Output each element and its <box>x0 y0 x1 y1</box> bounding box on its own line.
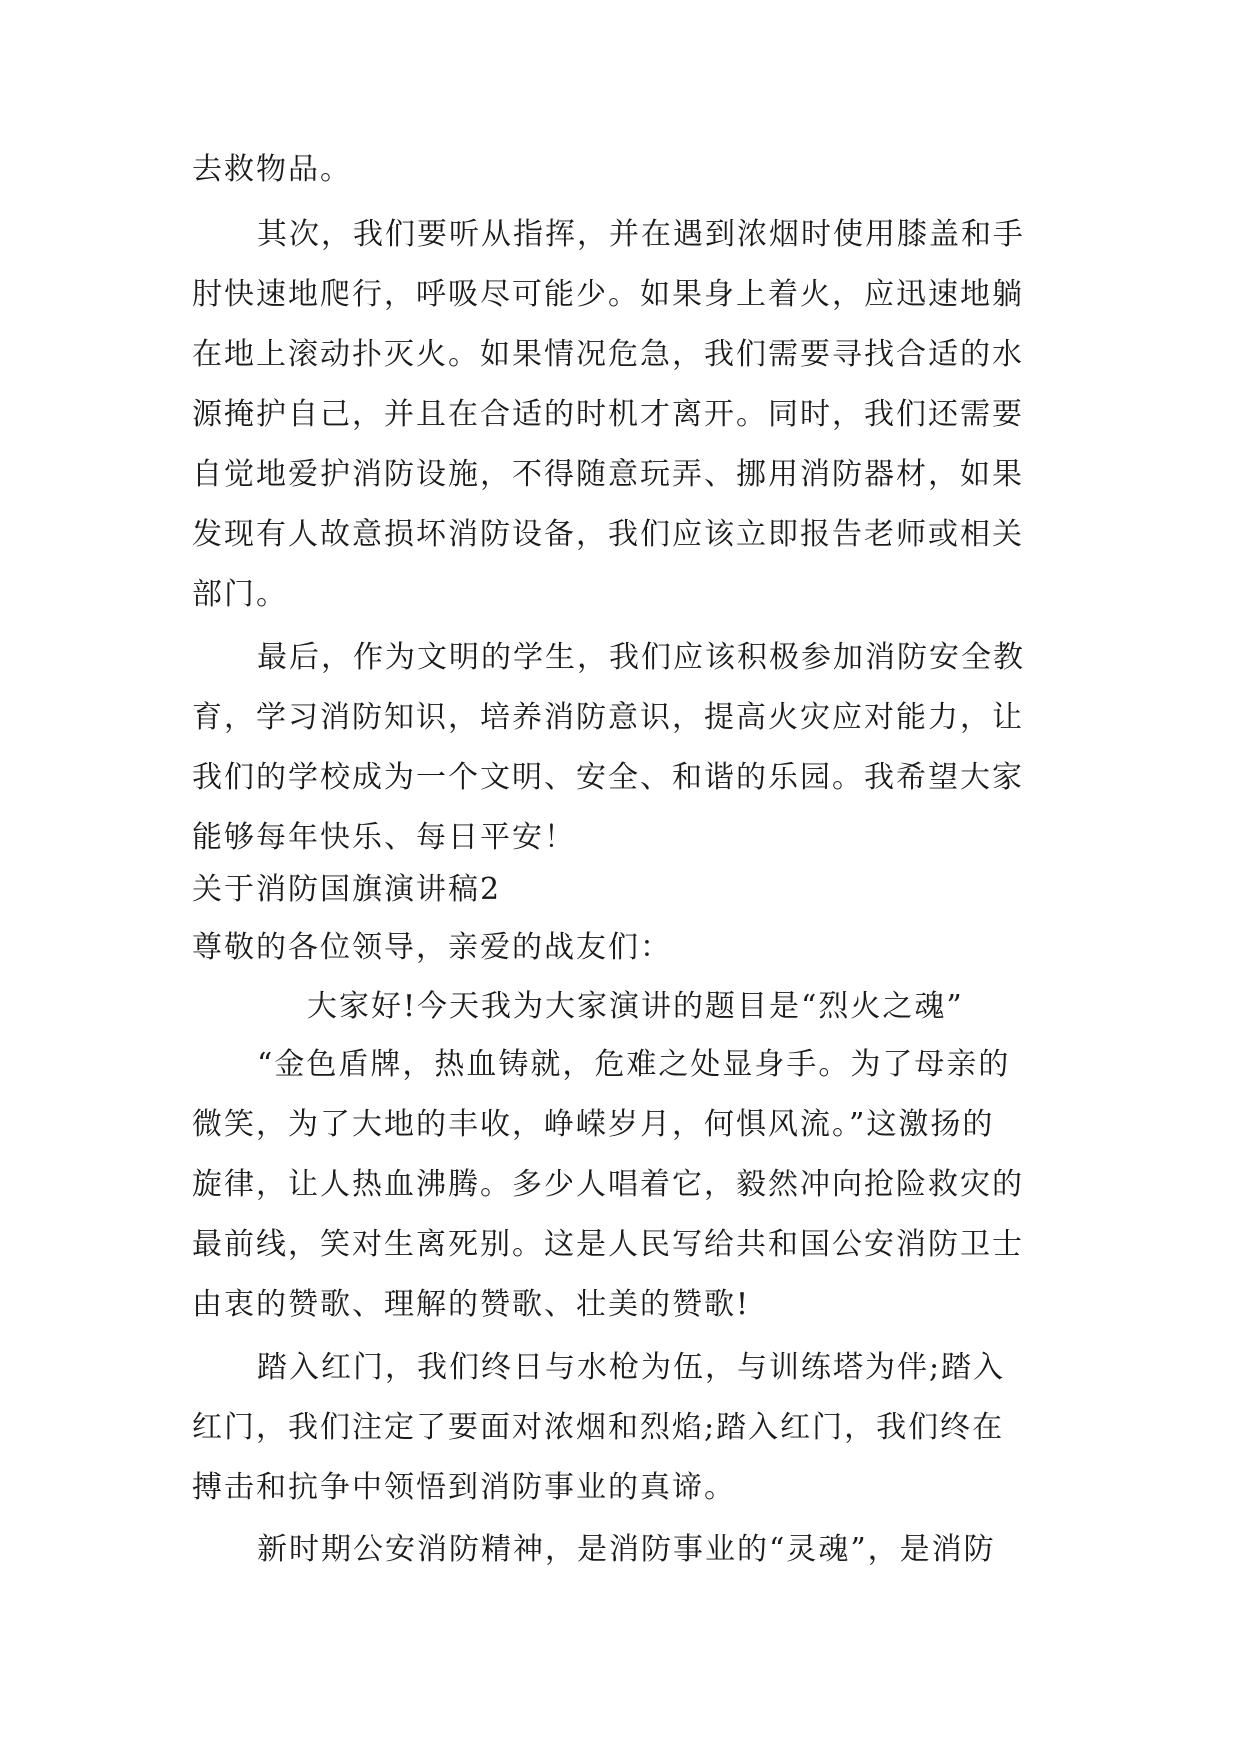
paragraph-line: 去救物品。 <box>192 152 352 187</box>
paragraph-line: 微笑，为了大地的丰收，峥嵘岁月，何惧风流。”这激扬的 <box>192 1107 995 1142</box>
paragraph-line: 部门。 <box>192 577 288 612</box>
paragraph-line: 源掩护自己，并且在合适的时机才离开。同时，我们还需要 <box>192 397 1024 432</box>
paragraph-line: 红门，我们注定了要面对浓烟和烈焰;踏入红门，我们终在 <box>192 1410 1005 1445</box>
section-title: 关于消防国旗演讲稿2 <box>192 872 502 907</box>
paragraph-line: 我们的学校成为一个文明、安全、和谐的乐园。我希望大家 <box>192 760 1024 795</box>
paragraph-line: 旋律，让人热血沸腾。多少人唱着它，毅然冲向抢险救灾的 <box>192 1167 1024 1202</box>
paragraph-line: 搏击和抗争中领悟到消防事业的真谛。 <box>192 1470 736 1505</box>
paragraph-line: 肘快速地爬行，呼吸尽可能少。如果身上着火，应迅速地躺 <box>192 277 1024 312</box>
salutation-line: 尊敬的各位领导，亲爱的战友们： <box>192 930 672 965</box>
paragraph-line: 最后，作为文明的学生，我们应该积极参加消防安全教 <box>257 640 1025 675</box>
paragraph-line: 自觉地爱护消防设施，不得随意玩弄、挪用消防器材，如果 <box>192 457 1024 492</box>
paragraph-line: 育，学习消防知识，培养消防意识，提高火灾应对能力，让 <box>192 700 1024 735</box>
greeting-line: 大家好!今天我为大家演讲的题目是“烈火之魂” <box>307 989 964 1024</box>
paragraph-line: 最前线，笑对生离死别。这是人民写给共和国公安消防卫士 <box>192 1227 1024 1262</box>
paragraph-line: 其次，我们要听从指挥，并在遇到浓烟时使用膝盖和手 <box>257 217 1025 252</box>
paragraph-line: 能够每年快乐、每日平安！ <box>192 820 576 855</box>
paragraph-line: 踏入红门，我们终日与水枪为伍，与训练塔为伴;踏入 <box>257 1350 1006 1385</box>
paragraph-line: 发现有人故意损坏消防设备，我们应该立即报告老师或相关 <box>192 517 1024 552</box>
paragraph-line: 新时期公安消防精神，是消防事业的“灵魂”，是消防 <box>257 1532 996 1567</box>
paragraph-line: “金色盾牌，热血铸就，危难之处显身手。为了母亲的 <box>257 1047 1011 1082</box>
paragraph-line: 在地上滚动扑灭火。如果情况危急，我们需要寻找合适的水 <box>192 337 1024 372</box>
paragraph-line: 由衷的赞歌、理解的赞歌、壮美的赞歌! <box>192 1287 751 1322</box>
